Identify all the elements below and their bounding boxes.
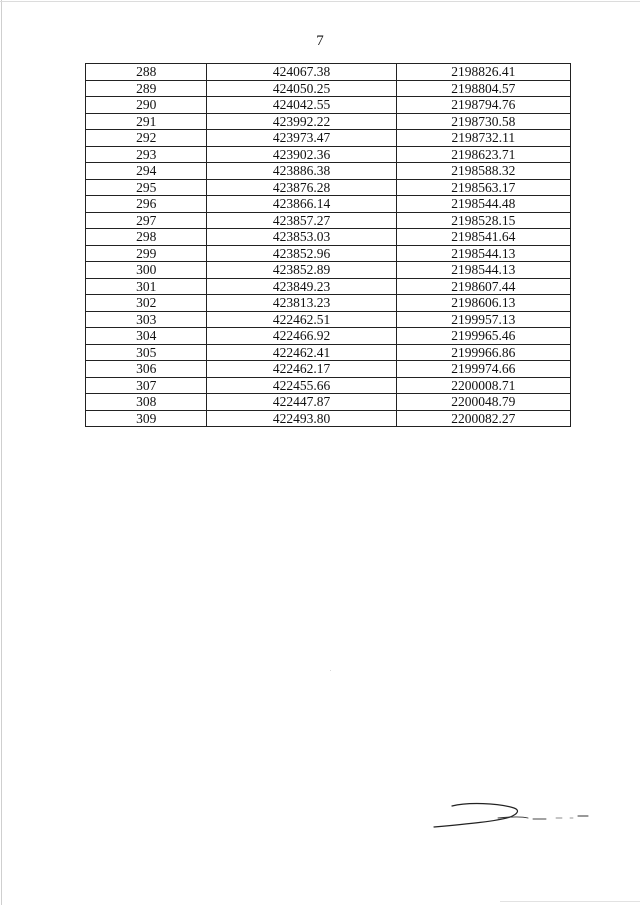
point-number-cell: 288 xyxy=(86,64,207,81)
table-row xyxy=(86,179,571,196)
table-row xyxy=(86,394,571,411)
point-number-cell: 289 xyxy=(86,80,207,97)
x-coordinate-cell: 423849.23 xyxy=(207,278,396,295)
y-coordinate-cell: 2198528.15 xyxy=(396,212,570,229)
y-coordinate-cell: 2198730.58 xyxy=(396,113,570,130)
table-row xyxy=(86,361,571,378)
point-number-cell: 306 xyxy=(86,361,207,378)
table-row xyxy=(86,229,571,246)
handwritten-signature-icon xyxy=(428,800,598,834)
x-coordinate-cell: 422462.17 xyxy=(207,361,396,378)
point-number-cell: 307 xyxy=(86,377,207,394)
y-coordinate-cell: 2200008.71 xyxy=(396,377,570,394)
point-number-cell: 302 xyxy=(86,295,207,312)
table-row xyxy=(86,163,571,180)
y-coordinate-cell: 2200082.27 xyxy=(396,410,570,427)
table-row xyxy=(86,278,571,295)
point-number-cell: 296 xyxy=(86,196,207,213)
point-number-cell: 292 xyxy=(86,130,207,147)
y-coordinate-cell: 2198623.71 xyxy=(396,146,570,163)
x-coordinate-cell: 424042.55 xyxy=(207,97,396,114)
table-row xyxy=(86,328,571,345)
x-coordinate-cell: 423876.28 xyxy=(207,179,396,196)
y-coordinate-cell: 2199965.46 xyxy=(396,328,570,345)
x-coordinate-cell: 423992.22 xyxy=(207,113,396,130)
page-number: 7 xyxy=(316,33,324,49)
point-number-cell: 308 xyxy=(86,394,207,411)
page-edge-left xyxy=(1,0,2,905)
point-number-cell: 301 xyxy=(86,278,207,295)
point-number-cell: 298 xyxy=(86,229,207,246)
table-row xyxy=(86,245,571,262)
x-coordinate-cell: 423866.14 xyxy=(207,196,396,213)
point-number-cell: 305 xyxy=(86,344,207,361)
page-edge-top xyxy=(0,1,640,2)
y-coordinate-cell: 2198544.13 xyxy=(396,262,570,279)
x-coordinate-cell: 423813.23 xyxy=(207,295,396,312)
table-row xyxy=(86,295,571,312)
x-coordinate-cell: 423853.03 xyxy=(207,229,396,246)
table-row xyxy=(86,377,571,394)
table-row xyxy=(86,196,571,213)
table-row xyxy=(86,410,571,427)
point-number-cell: 297 xyxy=(86,212,207,229)
coordinates-table xyxy=(85,63,571,427)
y-coordinate-cell: 2198541.64 xyxy=(396,229,570,246)
y-coordinate-cell: 2198606.13 xyxy=(396,295,570,312)
x-coordinate-cell: 422447.87 xyxy=(207,394,396,411)
point-number-cell: 309 xyxy=(86,410,207,427)
x-coordinate-cell: 422455.66 xyxy=(207,377,396,394)
coordinates-table-body xyxy=(86,64,571,427)
x-coordinate-cell: 422493.80 xyxy=(207,410,396,427)
y-coordinate-cell: 2198544.48 xyxy=(396,196,570,213)
point-number-cell: 293 xyxy=(86,146,207,163)
point-number-cell: 299 xyxy=(86,245,207,262)
y-coordinate-cell: 2199974.66 xyxy=(396,361,570,378)
table-row xyxy=(86,212,571,229)
y-coordinate-cell: 2200048.79 xyxy=(396,394,570,411)
scan-edge-bottom xyxy=(500,901,640,902)
y-coordinate-cell: 2199966.86 xyxy=(396,344,570,361)
x-coordinate-cell: 423852.96 xyxy=(207,245,396,262)
table-row xyxy=(86,113,571,130)
x-coordinate-cell: 423857.27 xyxy=(207,212,396,229)
table-row xyxy=(86,146,571,163)
x-coordinate-cell: 423852.89 xyxy=(207,262,396,279)
point-number-cell: 304 xyxy=(86,328,207,345)
x-coordinate-cell: 422462.51 xyxy=(207,311,396,328)
y-coordinate-cell: 2198804.57 xyxy=(396,80,570,97)
table-row xyxy=(86,97,571,114)
table-row xyxy=(86,262,571,279)
y-coordinate-cell: 2198794.76 xyxy=(396,97,570,114)
x-coordinate-cell: 422466.92 xyxy=(207,328,396,345)
x-coordinate-cell: 423973.47 xyxy=(207,130,396,147)
y-coordinate-cell: 2198544.13 xyxy=(396,245,570,262)
table-row xyxy=(86,311,571,328)
table-row xyxy=(86,80,571,97)
point-number-cell: 291 xyxy=(86,113,207,130)
y-coordinate-cell: 2198607.44 xyxy=(396,278,570,295)
x-coordinate-cell: 423902.36 xyxy=(207,146,396,163)
x-coordinate-cell: 422462.41 xyxy=(207,344,396,361)
x-coordinate-cell: 424067.38 xyxy=(207,64,396,81)
point-number-cell: 290 xyxy=(86,97,207,114)
table-row xyxy=(86,344,571,361)
y-coordinate-cell: 2198563.17 xyxy=(396,179,570,196)
point-number-cell: 303 xyxy=(86,311,207,328)
y-coordinate-cell: 2198732.11 xyxy=(396,130,570,147)
y-coordinate-cell: 2198826.41 xyxy=(396,64,570,81)
y-coordinate-cell: 2199957.13 xyxy=(396,311,570,328)
table-row xyxy=(86,64,571,81)
point-number-cell: 300 xyxy=(86,262,207,279)
y-coordinate-cell: 2198588.32 xyxy=(396,163,570,180)
x-coordinate-cell: 424050.25 xyxy=(207,80,396,97)
point-number-cell: 294 xyxy=(86,163,207,180)
table-row xyxy=(86,130,571,147)
scan-speck xyxy=(330,670,331,671)
point-number-cell: 295 xyxy=(86,179,207,196)
x-coordinate-cell: 423886.38 xyxy=(207,163,396,180)
